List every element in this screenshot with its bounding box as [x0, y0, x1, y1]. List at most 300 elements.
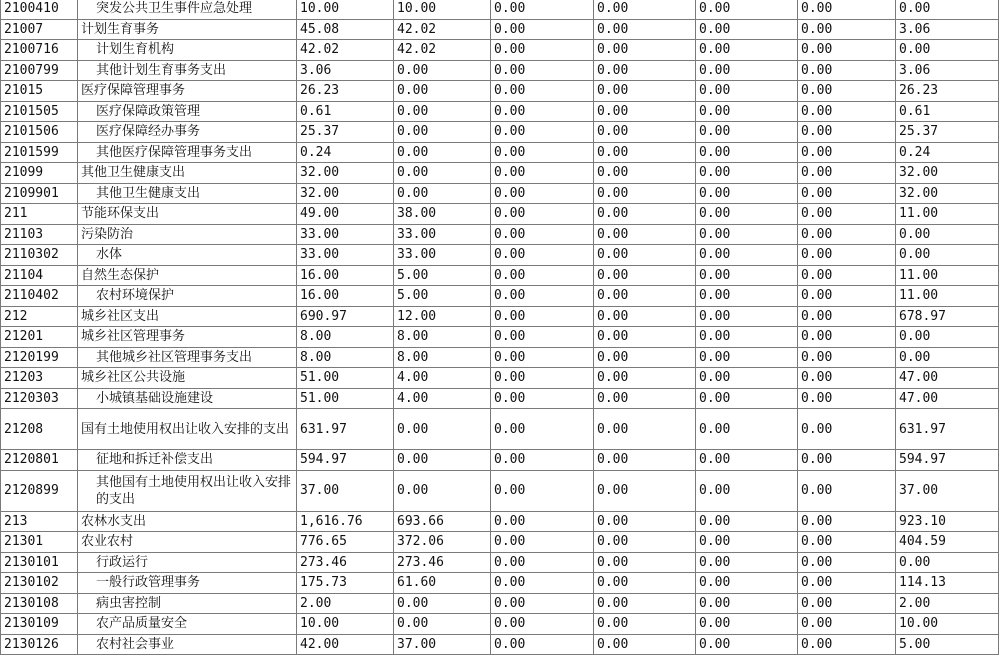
cell-col-4: 0.00 [594, 19, 696, 40]
cell-col-4: 0.00 [594, 634, 696, 655]
cell-col-3: 0.00 [491, 183, 594, 204]
cell-col-7: 0.00 [896, 347, 999, 368]
cell-col-6: 0.00 [798, 245, 896, 266]
cell-subject-name: 城乡社区公共设施 [78, 368, 297, 389]
cell-subject-name: 农村环境保护 [78, 286, 297, 307]
table-body [1, 0, 999, 655]
cell-col-7: 0.61 [896, 101, 999, 122]
cell-col-7: 0.00 [896, 40, 999, 61]
cell-col-3: 0.00 [491, 122, 594, 143]
cell-col-4: 0.00 [594, 0, 696, 19]
cell-subject-code: 2130101 [1, 552, 78, 573]
cell-col-7: 26.23 [896, 81, 999, 102]
table-row [1, 0, 999, 19]
table-row [1, 60, 999, 81]
cell-total: 33.00 [297, 245, 394, 266]
cell-col-4: 0.00 [594, 593, 696, 614]
cell-total: 16.00 [297, 286, 394, 307]
cell-col-4: 0.00 [594, 81, 696, 102]
cell-col-6: 0.00 [798, 409, 896, 450]
cell-col-7: 3.06 [896, 60, 999, 81]
cell-col-6: 0.00 [798, 450, 896, 471]
cell-subject-name: 一般行政管理事务 [78, 573, 297, 594]
table-row [1, 306, 999, 327]
cell-subject-name: 其他卫生健康支出 [78, 183, 297, 204]
cell-col-3: 0.00 [491, 0, 594, 19]
cell-col-4: 0.00 [594, 286, 696, 307]
cell-subject-code: 21208 [1, 409, 78, 450]
cell-col-4: 0.00 [594, 142, 696, 163]
cell-col-7: 11.00 [896, 286, 999, 307]
cell-col-5: 0.00 [696, 81, 798, 102]
cell-col-7: 0.00 [896, 224, 999, 245]
cell-total: 2.00 [297, 593, 394, 614]
cell-col-6: 0.00 [798, 40, 896, 61]
cell-col-3: 0.00 [491, 204, 594, 225]
table-row [1, 593, 999, 614]
cell-col-3: 0.00 [491, 388, 594, 409]
cell-total: 776.65 [297, 532, 394, 553]
cell-col-6: 0.00 [798, 532, 896, 553]
cell-subject-name: 小城镇基础设施建设 [78, 388, 297, 409]
cell-col-5: 0.00 [696, 614, 798, 635]
cell-col-2: 12.00 [394, 306, 491, 327]
cell-col-2: 4.00 [394, 368, 491, 389]
cell-col-4: 0.00 [594, 101, 696, 122]
table-row [1, 204, 999, 225]
cell-subject-name: 农业农村 [78, 532, 297, 553]
cell-subject-code: 2100799 [1, 60, 78, 81]
cell-col-4: 0.00 [594, 552, 696, 573]
cell-subject-code: 21201 [1, 327, 78, 348]
cell-total: 42.02 [297, 40, 394, 61]
cell-subject-name: 农村社会事业 [78, 634, 297, 655]
cell-subject-code: 2130126 [1, 634, 78, 655]
cell-col-6: 0.00 [798, 327, 896, 348]
cell-col-3: 0.00 [491, 470, 594, 511]
cell-col-2: 0.00 [394, 101, 491, 122]
cell-col-3: 0.00 [491, 593, 594, 614]
cell-col-6: 0.00 [798, 593, 896, 614]
cell-col-2: 0.00 [394, 81, 491, 102]
cell-col-5: 0.00 [696, 409, 798, 450]
cell-subject-name: 其他计划生育事务支出 [78, 60, 297, 81]
cell-col-6: 0.00 [798, 347, 896, 368]
cell-col-4: 0.00 [594, 511, 696, 532]
table-row [1, 388, 999, 409]
cell-col-2: 372.06 [394, 532, 491, 553]
cell-col-4: 0.00 [594, 450, 696, 471]
cell-subject-code: 2110302 [1, 245, 78, 266]
table-row [1, 40, 999, 61]
cell-total: 16.00 [297, 265, 394, 286]
cell-col-7: 404.59 [896, 532, 999, 553]
table-row [1, 163, 999, 184]
cell-col-5: 0.00 [696, 265, 798, 286]
cell-total: 594.97 [297, 450, 394, 471]
cell-total: 0.24 [297, 142, 394, 163]
cell-subject-name: 突发公共卫生事件应急处理 [78, 0, 297, 19]
cell-total: 690.97 [297, 306, 394, 327]
cell-subject-name: 医疗保障管理事务 [78, 81, 297, 102]
cell-subject-name: 水体 [78, 245, 297, 266]
cell-col-3: 0.00 [491, 409, 594, 450]
cell-subject-name: 其他卫生健康支出 [78, 163, 297, 184]
cell-col-2: 33.00 [394, 245, 491, 266]
cell-col-6: 0.00 [798, 204, 896, 225]
cell-col-4: 0.00 [594, 470, 696, 511]
cell-col-6: 0.00 [798, 634, 896, 655]
cell-total: 273.46 [297, 552, 394, 573]
cell-subject-name: 病虫害控制 [78, 593, 297, 614]
cell-col-4: 0.00 [594, 409, 696, 450]
table-row [1, 122, 999, 143]
cell-col-2: 693.66 [394, 511, 491, 532]
table-row [1, 101, 999, 122]
cell-col-5: 0.00 [696, 0, 798, 19]
cell-col-7: 32.00 [896, 183, 999, 204]
cell-subject-code: 2120199 [1, 347, 78, 368]
cell-col-3: 0.00 [491, 81, 594, 102]
cell-subject-name: 医疗保障经办事务 [78, 122, 297, 143]
cell-total: 32.00 [297, 163, 394, 184]
cell-col-5: 0.00 [696, 142, 798, 163]
table-row [1, 532, 999, 553]
cell-col-7: 11.00 [896, 204, 999, 225]
cell-col-2: 42.02 [394, 19, 491, 40]
cell-subject-name: 医疗保障政策管理 [78, 101, 297, 122]
cell-col-4: 0.00 [594, 224, 696, 245]
cell-col-2: 0.00 [394, 409, 491, 450]
cell-col-4: 0.00 [594, 368, 696, 389]
cell-col-3: 0.00 [491, 142, 594, 163]
cell-col-3: 0.00 [491, 532, 594, 553]
cell-col-7: 3.06 [896, 19, 999, 40]
cell-col-6: 0.00 [798, 470, 896, 511]
cell-subject-name: 其他城乡社区管理事务支出 [78, 347, 297, 368]
cell-col-4: 0.00 [594, 347, 696, 368]
cell-col-5: 0.00 [696, 552, 798, 573]
table-row [1, 265, 999, 286]
cell-col-7: 0.00 [896, 552, 999, 573]
cell-col-2: 273.46 [394, 552, 491, 573]
cell-col-2: 0.00 [394, 142, 491, 163]
table-row [1, 511, 999, 532]
cell-col-2: 0.00 [394, 163, 491, 184]
cell-col-5: 0.00 [696, 470, 798, 511]
cell-col-3: 0.00 [491, 450, 594, 471]
cell-col-4: 0.00 [594, 265, 696, 286]
cell-col-3: 0.00 [491, 163, 594, 184]
cell-col-6: 0.00 [798, 81, 896, 102]
cell-col-2: 4.00 [394, 388, 491, 409]
cell-col-5: 0.00 [696, 245, 798, 266]
cell-col-2: 0.00 [394, 60, 491, 81]
cell-subject-code: 2130102 [1, 573, 78, 594]
table-row [1, 368, 999, 389]
cell-col-2: 0.00 [394, 593, 491, 614]
cell-col-7: 47.00 [896, 388, 999, 409]
cell-col-5: 0.00 [696, 368, 798, 389]
cell-col-2: 61.60 [394, 573, 491, 594]
cell-subject-name: 农产品质量安全 [78, 614, 297, 635]
cell-total: 175.73 [297, 573, 394, 594]
cell-col-4: 0.00 [594, 573, 696, 594]
table-row [1, 573, 999, 594]
cell-col-2: 0.00 [394, 122, 491, 143]
cell-col-3: 0.00 [491, 368, 594, 389]
cell-col-6: 0.00 [798, 265, 896, 286]
cell-total: 37.00 [297, 470, 394, 511]
cell-subject-code: 21015 [1, 81, 78, 102]
cell-total: 10.00 [297, 614, 394, 635]
cell-col-2: 0.00 [394, 470, 491, 511]
cell-subject-code: 212 [1, 306, 78, 327]
cell-col-5: 0.00 [696, 163, 798, 184]
cell-subject-name: 污染防治 [78, 224, 297, 245]
cell-col-3: 0.00 [491, 327, 594, 348]
cell-col-2: 0.00 [394, 183, 491, 204]
cell-col-7: 32.00 [896, 163, 999, 184]
cell-total: 51.00 [297, 368, 394, 389]
cell-subject-code: 21301 [1, 532, 78, 553]
cell-col-6: 0.00 [798, 388, 896, 409]
cell-col-5: 0.00 [696, 306, 798, 327]
cell-col-2: 8.00 [394, 327, 491, 348]
cell-col-5: 0.00 [696, 19, 798, 40]
cell-col-2: 5.00 [394, 265, 491, 286]
cell-total: 631.97 [297, 409, 394, 450]
table-row [1, 183, 999, 204]
cell-total: 33.00 [297, 224, 394, 245]
cell-col-3: 0.00 [491, 101, 594, 122]
cell-total: 42.00 [297, 634, 394, 655]
table-row [1, 450, 999, 471]
cell-col-5: 0.00 [696, 388, 798, 409]
cell-col-2: 0.00 [394, 450, 491, 471]
cell-col-3: 0.00 [491, 60, 594, 81]
cell-col-7: 25.37 [896, 122, 999, 143]
cell-col-4: 0.00 [594, 60, 696, 81]
cell-col-3: 0.00 [491, 286, 594, 307]
cell-col-6: 0.00 [798, 224, 896, 245]
cell-col-5: 0.00 [696, 204, 798, 225]
cell-col-6: 0.00 [798, 163, 896, 184]
cell-subject-name: 计划生育机构 [78, 40, 297, 61]
cell-col-4: 0.00 [594, 204, 696, 225]
cell-col-5: 0.00 [696, 224, 798, 245]
cell-col-5: 0.00 [696, 573, 798, 594]
cell-col-7: 47.00 [896, 368, 999, 389]
cell-col-4: 0.00 [594, 306, 696, 327]
cell-col-6: 0.00 [798, 0, 896, 19]
cell-subject-name: 节能环保支出 [78, 204, 297, 225]
cell-subject-code: 2130108 [1, 593, 78, 614]
table-row [1, 552, 999, 573]
cell-total: 10.00 [297, 0, 394, 19]
cell-subject-code: 2120303 [1, 388, 78, 409]
cell-total: 45.08 [297, 19, 394, 40]
table-row [1, 347, 999, 368]
cell-total: 51.00 [297, 388, 394, 409]
table-row [1, 409, 999, 450]
cell-col-5: 0.00 [696, 101, 798, 122]
cell-col-4: 0.00 [594, 163, 696, 184]
table-row [1, 142, 999, 163]
cell-col-3: 0.00 [491, 40, 594, 61]
cell-col-7: 5.00 [896, 634, 999, 655]
cell-col-2: 38.00 [394, 204, 491, 225]
cell-col-6: 0.00 [798, 183, 896, 204]
cell-col-5: 0.00 [696, 450, 798, 471]
cell-subject-code: 21099 [1, 163, 78, 184]
cell-col-5: 0.00 [696, 40, 798, 61]
cell-col-6: 0.00 [798, 286, 896, 307]
cell-subject-code: 21103 [1, 224, 78, 245]
cell-col-5: 0.00 [696, 327, 798, 348]
table-row [1, 470, 999, 511]
cell-col-6: 0.00 [798, 306, 896, 327]
cell-col-5: 0.00 [696, 634, 798, 655]
table-row [1, 81, 999, 102]
cell-col-7: 0.00 [896, 0, 999, 19]
cell-subject-code: 211 [1, 204, 78, 225]
cell-col-7: 0.00 [896, 245, 999, 266]
cell-col-2: 8.00 [394, 347, 491, 368]
cell-total: 26.23 [297, 81, 394, 102]
cell-col-6: 0.00 [798, 511, 896, 532]
cell-col-5: 0.00 [696, 183, 798, 204]
cell-subject-name: 计划生育事务 [78, 19, 297, 40]
cell-col-4: 0.00 [594, 327, 696, 348]
cell-col-4: 0.00 [594, 183, 696, 204]
cell-col-4: 0.00 [594, 614, 696, 635]
cell-total: 1,616.76 [297, 511, 394, 532]
cell-subject-name: 征地和拆迁补偿支出 [78, 450, 297, 471]
cell-total: 8.00 [297, 347, 394, 368]
table-row [1, 19, 999, 40]
cell-subject-name: 其他国有土地使用权出让收入安排的支出 [78, 470, 297, 511]
cell-col-5: 0.00 [696, 122, 798, 143]
cell-col-5: 0.00 [696, 532, 798, 553]
cell-col-6: 0.00 [798, 101, 896, 122]
cell-col-6: 0.00 [798, 552, 896, 573]
cell-col-7: 37.00 [896, 470, 999, 511]
cell-subject-code: 2100410 [1, 0, 78, 19]
cell-col-4: 0.00 [594, 245, 696, 266]
cell-subject-code: 2101599 [1, 142, 78, 163]
cell-subject-code: 21203 [1, 368, 78, 389]
cell-col-2: 37.00 [394, 634, 491, 655]
cell-col-6: 0.00 [798, 573, 896, 594]
cell-col-4: 0.00 [594, 40, 696, 61]
cell-subject-code: 2101506 [1, 122, 78, 143]
cell-col-5: 0.00 [696, 286, 798, 307]
cell-subject-code: 2100716 [1, 40, 78, 61]
cell-col-4: 0.00 [594, 388, 696, 409]
cell-subject-code: 2109901 [1, 183, 78, 204]
cell-col-7: 10.00 [896, 614, 999, 635]
cell-col-6: 0.00 [798, 368, 896, 389]
cell-subject-name: 农林水支出 [78, 511, 297, 532]
cell-subject-name: 其他医疗保障管理事务支出 [78, 142, 297, 163]
cell-subject-code: 2101505 [1, 101, 78, 122]
cell-col-2: 5.00 [394, 286, 491, 307]
cell-col-5: 0.00 [696, 511, 798, 532]
cell-col-6: 0.00 [798, 19, 896, 40]
cell-col-3: 0.00 [491, 511, 594, 532]
cell-col-3: 0.00 [491, 224, 594, 245]
cell-total: 25.37 [297, 122, 394, 143]
cell-col-6: 0.00 [798, 60, 896, 81]
cell-col-6: 0.00 [798, 142, 896, 163]
cell-subject-name: 行政运行 [78, 552, 297, 573]
cell-col-3: 0.00 [491, 552, 594, 573]
cell-total: 8.00 [297, 327, 394, 348]
cell-col-7: 923.10 [896, 511, 999, 532]
table-row [1, 614, 999, 635]
cell-total: 3.06 [297, 60, 394, 81]
cell-subject-code: 2120801 [1, 450, 78, 471]
cell-col-7: 594.97 [896, 450, 999, 471]
cell-subject-code: 2130109 [1, 614, 78, 635]
cell-subject-name: 国有土地使用权出让收入安排的支出 [78, 409, 297, 450]
cell-col-7: 0.00 [896, 327, 999, 348]
cell-col-2: 33.00 [394, 224, 491, 245]
cell-col-5: 0.00 [696, 347, 798, 368]
cell-col-3: 0.00 [491, 614, 594, 635]
table-row [1, 327, 999, 348]
cell-col-7: 631.97 [896, 409, 999, 450]
cell-col-3: 0.00 [491, 245, 594, 266]
cell-col-5: 0.00 [696, 60, 798, 81]
cell-total: 32.00 [297, 183, 394, 204]
cell-col-7: 0.24 [896, 142, 999, 163]
cell-col-4: 0.00 [594, 532, 696, 553]
cell-col-6: 0.00 [798, 614, 896, 635]
cell-col-3: 0.00 [491, 634, 594, 655]
cell-col-7: 2.00 [896, 593, 999, 614]
cell-subject-code: 213 [1, 511, 78, 532]
cell-col-3: 0.00 [491, 573, 594, 594]
cell-col-5: 0.00 [696, 593, 798, 614]
cell-col-6: 0.00 [798, 122, 896, 143]
cell-subject-code: 2110402 [1, 286, 78, 307]
cell-subject-code: 21104 [1, 265, 78, 286]
cell-col-7: 114.13 [896, 573, 999, 594]
cell-subject-code: 21007 [1, 19, 78, 40]
cell-subject-name: 城乡社区支出 [78, 306, 297, 327]
cell-col-3: 0.00 [491, 306, 594, 327]
table-row [1, 224, 999, 245]
cell-subject-code: 2120899 [1, 470, 78, 511]
cell-col-2: 42.02 [394, 40, 491, 61]
cell-total: 0.61 [297, 101, 394, 122]
table-row [1, 245, 999, 266]
cell-col-7: 11.00 [896, 265, 999, 286]
cell-col-4: 0.00 [594, 122, 696, 143]
cell-col-3: 0.00 [491, 347, 594, 368]
table-row [1, 286, 999, 307]
cell-col-7: 678.97 [896, 306, 999, 327]
cell-total: 49.00 [297, 204, 394, 225]
cell-col-3: 0.00 [491, 265, 594, 286]
cell-subject-name: 自然生态保护 [78, 265, 297, 286]
table-row [1, 634, 999, 655]
cell-col-2: 10.00 [394, 0, 491, 19]
cell-col-3: 0.00 [491, 19, 594, 40]
cell-col-2: 0.00 [394, 614, 491, 635]
